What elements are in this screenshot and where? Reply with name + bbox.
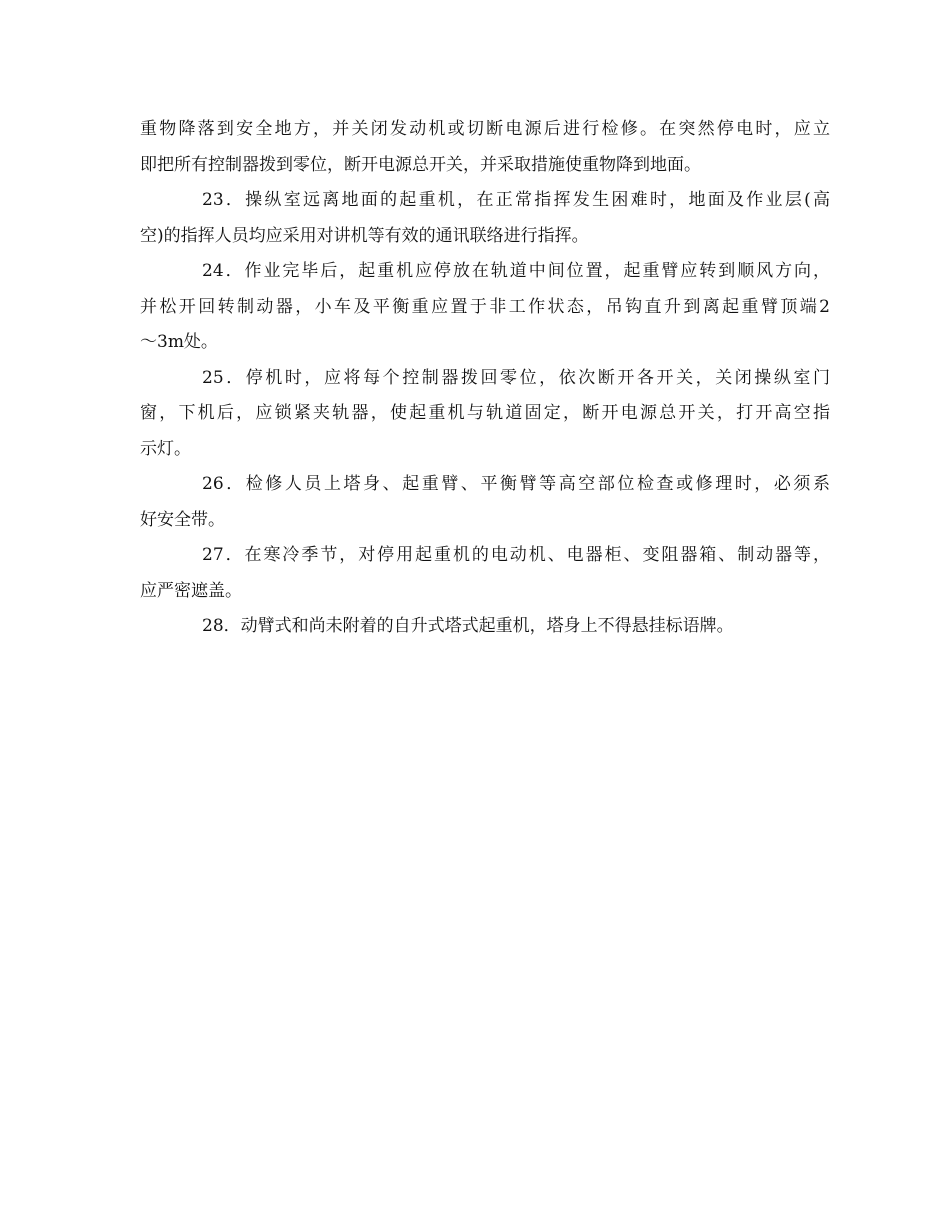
document-text-line: 28．动臂式和尚未附着的自升式塔式起重机，塔身上不得悬挂标语牌。	[202, 616, 734, 636]
document-text-line: 空)的指挥人员均应采用对讲机等有效的通讯联络进行指挥。	[140, 225, 589, 246]
document-text-line: 好安全带。	[140, 509, 225, 530]
document-text-line: 并松开回转制动器，小车及平衡重应置于非工作状态，吊钩直升到离起重臂顶端2	[140, 296, 830, 317]
document-text-line: 即把所有控制器拨到零位，断开电源总开关，并采取措施使重物降到地面。	[140, 154, 701, 175]
document-text-line: 24．作业完毕后，起重机应停放在轨道中间位置，起重臂应转到顺风方向，	[202, 261, 830, 281]
document-text-line: 23．操纵室远离地面的起重机，在正常指挥发生困难时，地面及作业层(高	[202, 190, 830, 210]
document-body	[140, 112, 830, 645]
document-text-line: 应严密遮盖。	[140, 580, 242, 601]
document-text-line: 窗，下机后，应锁紧夹轨器，使起重机与轨道固定，断开电源总开关，打开高空指	[140, 403, 830, 423]
document-text-line: 示灯。	[140, 438, 191, 459]
document-text-line: 重物降落到安全地方，并关闭发动机或切断电源后进行检修。在突然停电时，应立	[140, 119, 830, 139]
document-text-line: 26．检修人员上塔身、起重臂、平衡臂等高空部位检查或修理时，必须系	[202, 474, 830, 494]
document-text-line: ～3m处。	[140, 332, 218, 352]
document-text-line: 25．停机时，应将每个控制器拨回零位，依次断开各开关，关闭操纵室门	[202, 367, 830, 388]
document-text-line: 27．在寒冷季节，对停用起重机的电动机、电器柜、变阻器箱、制动器等，	[202, 545, 830, 565]
